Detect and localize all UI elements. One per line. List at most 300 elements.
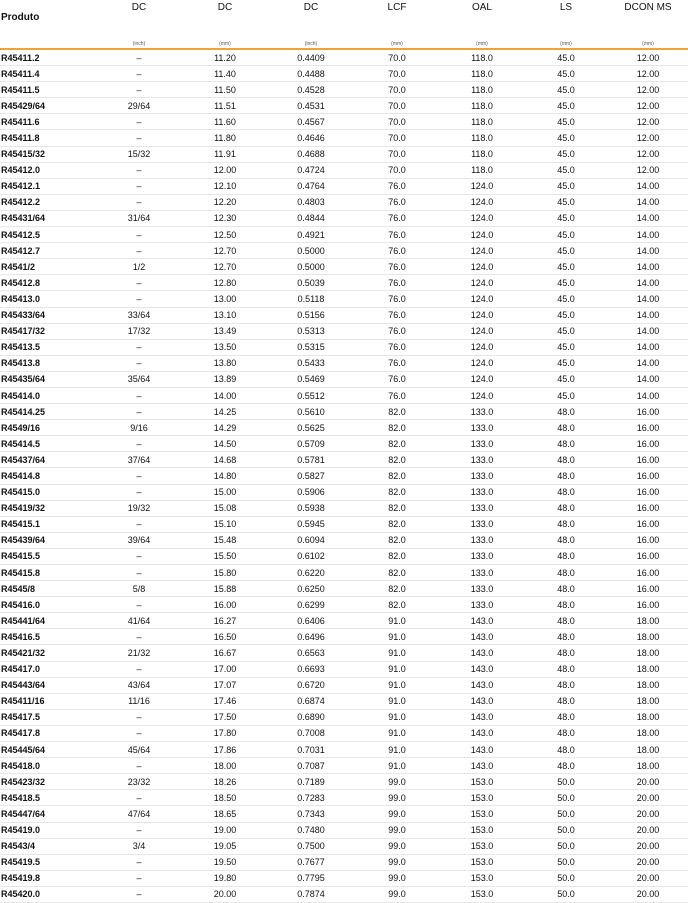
table-row	[0, 355, 688, 371]
ls-mm-cell: 45.0	[524, 114, 608, 130]
product-code-cell: R45412.5	[0, 227, 96, 243]
lcf-mm-cell: 76.0	[354, 259, 440, 275]
dcon-ms-mm-cell: 16.00	[608, 500, 688, 516]
oal-mm-cell: 153.0	[440, 870, 524, 886]
dc-inch-decimal-cell: 0.6874	[268, 693, 354, 709]
unit-label: (inch)	[268, 35, 354, 49]
dcon-ms-mm-cell: 18.00	[608, 677, 688, 693]
product-code-cell: R45417.0	[0, 661, 96, 677]
dc-inch-fraction-cell: 35/64	[96, 371, 182, 387]
ls-mm-cell: 45.0	[524, 130, 608, 146]
product-code-cell: R45415.5	[0, 548, 96, 564]
ls-mm-cell: 45.0	[524, 243, 608, 259]
oal-mm-cell: 143.0	[440, 661, 524, 677]
lcf-mm-cell: 70.0	[354, 130, 440, 146]
dcon-ms-mm-cell: 14.00	[608, 323, 688, 339]
table-row	[0, 194, 688, 210]
dc-inch-fraction-cell: –	[96, 194, 182, 210]
ls-mm-cell: 48.0	[524, 661, 608, 677]
product-code-cell: R45415.1	[0, 516, 96, 532]
dc-inch-decimal-cell: 0.4488	[268, 66, 354, 82]
product-code-cell: R45412.2	[0, 194, 96, 210]
table-row	[0, 387, 688, 403]
ls-mm-cell: 48.0	[524, 420, 608, 436]
dc-inch-fraction-cell: –	[96, 725, 182, 741]
dc-inch-decimal-cell: 0.4764	[268, 178, 354, 194]
dc-inch-decimal-cell: 0.5709	[268, 436, 354, 452]
product-code-cell: R45423/32	[0, 774, 96, 790]
lcf-mm-cell: 99.0	[354, 790, 440, 806]
dc-inch-decimal-cell: 0.5610	[268, 404, 354, 420]
product-code-cell: R45437/64	[0, 452, 96, 468]
oal-mm-cell: 118.0	[440, 114, 524, 130]
oal-mm-cell: 153.0	[440, 822, 524, 838]
dc-inch-fraction-cell: –	[96, 629, 182, 645]
product-code-cell: R45414.0	[0, 387, 96, 403]
dc-inch-decimal-cell: 0.5906	[268, 484, 354, 500]
ls-mm-cell: 45.0	[524, 355, 608, 371]
dc-mm-cell: 18.00	[182, 758, 268, 774]
column-header-oal: OAL	[471, 2, 492, 13]
table-row	[0, 114, 688, 130]
dcon-ms-mm-cell: 16.00	[608, 532, 688, 548]
dcon-ms-mm-cell: 12.00	[608, 49, 688, 66]
lcf-mm-cell: 70.0	[354, 66, 440, 82]
unit-label: (mm)	[182, 35, 268, 49]
dc-inch-fraction-cell: –	[96, 114, 182, 130]
dc-mm-cell: 18.50	[182, 790, 268, 806]
product-code-cell: R45412.0	[0, 162, 96, 178]
product-code-cell: R45413.0	[0, 291, 96, 307]
ls-mm-cell: 48.0	[524, 742, 608, 758]
product-code-cell: R45419.0	[0, 822, 96, 838]
dcon-ms-mm-cell: 18.00	[608, 661, 688, 677]
product-code-cell: R45419.8	[0, 870, 96, 886]
ls-mm-cell: 48.0	[524, 452, 608, 468]
dcon-ms-mm-cell: 14.00	[608, 243, 688, 259]
product-code-cell: R45417.5	[0, 709, 96, 725]
dc-inch-fraction-cell: –	[96, 822, 182, 838]
ls-mm-cell: 45.0	[524, 275, 608, 291]
oal-mm-cell: 153.0	[440, 838, 524, 854]
ls-mm-cell: 45.0	[524, 49, 608, 66]
oal-mm-cell: 133.0	[440, 404, 524, 420]
dcon-ms-mm-cell: 14.00	[608, 227, 688, 243]
dc-inch-decimal-cell: 0.5938	[268, 500, 354, 516]
dc-inch-fraction-cell: 21/32	[96, 645, 182, 661]
table-row	[0, 548, 688, 564]
dc-mm-cell: 17.00	[182, 661, 268, 677]
dcon-ms-mm-cell: 18.00	[608, 758, 688, 774]
oal-mm-cell: 118.0	[440, 98, 524, 114]
dc-inch-decimal-cell: 0.4528	[268, 82, 354, 98]
dc-mm-cell: 17.50	[182, 709, 268, 725]
table-row	[0, 404, 688, 420]
lcf-mm-cell: 76.0	[354, 291, 440, 307]
table-row	[0, 500, 688, 516]
ls-mm-cell: 48.0	[524, 500, 608, 516]
oal-mm-cell: 143.0	[440, 742, 524, 758]
lcf-mm-cell: 82.0	[354, 484, 440, 500]
ls-mm-cell: 45.0	[524, 162, 608, 178]
table-row	[0, 822, 688, 838]
dc-mm-cell: 14.00	[182, 387, 268, 403]
dc-inch-decimal-cell: 0.5039	[268, 275, 354, 291]
column-header-dc-mm: DC	[217, 2, 233, 13]
product-code-cell: R4545/8	[0, 581, 96, 597]
table-row	[0, 870, 688, 886]
dc-inch-decimal-cell: 0.6720	[268, 677, 354, 693]
table-row	[0, 854, 688, 870]
dc-mm-cell: 13.50	[182, 339, 268, 355]
dc-mm-cell: 11.20	[182, 49, 268, 66]
product-code-cell: R45412.7	[0, 243, 96, 259]
ls-mm-cell: 45.0	[524, 387, 608, 403]
unit-label	[0, 35, 96, 49]
table-row	[0, 709, 688, 725]
table-row	[0, 98, 688, 114]
oal-mm-cell: 143.0	[440, 725, 524, 741]
dc-inch-fraction-cell: 33/64	[96, 307, 182, 323]
oal-mm-cell: 143.0	[440, 758, 524, 774]
dc-mm-cell: 12.20	[182, 194, 268, 210]
dcon-ms-mm-cell: 14.00	[608, 178, 688, 194]
dc-inch-fraction-cell: –	[96, 597, 182, 613]
lcf-mm-cell: 82.0	[354, 500, 440, 516]
oal-mm-cell: 124.0	[440, 291, 524, 307]
ls-mm-cell: 48.0	[524, 677, 608, 693]
lcf-mm-cell: 82.0	[354, 468, 440, 484]
dcon-ms-mm-cell: 18.00	[608, 645, 688, 661]
table-row	[0, 613, 688, 629]
lcf-mm-cell: 82.0	[354, 548, 440, 564]
ls-mm-cell: 45.0	[524, 291, 608, 307]
table-row	[0, 49, 688, 66]
oal-mm-cell: 124.0	[440, 323, 524, 339]
lcf-mm-cell: 82.0	[354, 516, 440, 532]
product-code-cell: R45414.25	[0, 404, 96, 420]
oal-mm-cell: 143.0	[440, 693, 524, 709]
product-code-cell: R45418.5	[0, 790, 96, 806]
dcon-ms-mm-cell: 18.00	[608, 613, 688, 629]
ls-mm-cell: 48.0	[524, 597, 608, 613]
dcon-ms-mm-cell: 16.00	[608, 565, 688, 581]
column-header-produto: Produto	[1, 11, 40, 23]
dc-inch-fraction-cell: 23/32	[96, 774, 182, 790]
ls-mm-cell: 45.0	[524, 307, 608, 323]
dcon-ms-mm-cell: 12.00	[608, 162, 688, 178]
product-code-cell: R45435/64	[0, 371, 96, 387]
dc-inch-decimal-cell: 0.4803	[268, 194, 354, 210]
product-code-cell: R45417/32	[0, 323, 96, 339]
column-header-dc-inch-decimal: DC	[303, 2, 319, 13]
oal-mm-cell: 118.0	[440, 66, 524, 82]
oal-mm-cell: 133.0	[440, 468, 524, 484]
dc-mm-cell: 16.27	[182, 613, 268, 629]
oal-mm-cell: 153.0	[440, 854, 524, 870]
dc-inch-decimal-cell: 0.5512	[268, 387, 354, 403]
product-code-cell: R4549/16	[0, 420, 96, 436]
dc-inch-fraction-cell: 15/32	[96, 146, 182, 162]
product-code-cell: R45413.5	[0, 339, 96, 355]
table-row	[0, 838, 688, 854]
oal-mm-cell: 133.0	[440, 581, 524, 597]
dc-inch-fraction-cell: –	[96, 436, 182, 452]
dc-inch-fraction-cell: 39/64	[96, 532, 182, 548]
table-row	[0, 693, 688, 709]
product-code-cell: R45419/32	[0, 500, 96, 516]
product-code-cell: R45429/64	[0, 98, 96, 114]
dc-mm-cell: 13.89	[182, 371, 268, 387]
dcon-ms-mm-cell: 14.00	[608, 355, 688, 371]
dc-inch-fraction-cell: 9/16	[96, 420, 182, 436]
dc-inch-fraction-cell: 29/64	[96, 98, 182, 114]
dc-inch-decimal-cell: 0.6299	[268, 597, 354, 613]
dc-inch-fraction-cell: –	[96, 339, 182, 355]
dc-mm-cell: 11.80	[182, 130, 268, 146]
dc-mm-cell: 12.00	[182, 162, 268, 178]
oal-mm-cell: 153.0	[440, 774, 524, 790]
lcf-mm-cell: 70.0	[354, 98, 440, 114]
product-code-cell: R45412.8	[0, 275, 96, 291]
dc-mm-cell: 17.80	[182, 725, 268, 741]
lcf-mm-cell: 91.0	[354, 693, 440, 709]
table-header	[0, 0, 688, 49]
table-row	[0, 532, 688, 548]
dc-inch-fraction-cell: –	[96, 227, 182, 243]
dc-inch-decimal-cell: 0.5313	[268, 323, 354, 339]
lcf-mm-cell: 99.0	[354, 886, 440, 902]
column-header-lcf: LCF	[387, 2, 407, 13]
dcon-ms-mm-cell: 12.00	[608, 146, 688, 162]
dc-inch-fraction-cell: –	[96, 49, 182, 66]
table-row	[0, 516, 688, 532]
dc-inch-decimal-cell: 0.5469	[268, 371, 354, 387]
dcon-ms-mm-cell: 20.00	[608, 870, 688, 886]
dcon-ms-mm-cell: 18.00	[608, 629, 688, 645]
lcf-mm-cell: 99.0	[354, 806, 440, 822]
dcon-ms-mm-cell: 12.00	[608, 130, 688, 146]
dcon-ms-mm-cell: 12.00	[608, 114, 688, 130]
dc-inch-fraction-cell: –	[96, 243, 182, 259]
product-code-cell: R45415.8	[0, 565, 96, 581]
table-row	[0, 371, 688, 387]
dc-inch-fraction-cell: –	[96, 404, 182, 420]
table-body	[0, 49, 688, 902]
dc-inch-fraction-cell: –	[96, 66, 182, 82]
dcon-ms-mm-cell: 14.00	[608, 275, 688, 291]
lcf-mm-cell: 76.0	[354, 355, 440, 371]
dc-inch-decimal-cell: 0.5156	[268, 307, 354, 323]
dc-inch-decimal-cell: 0.7008	[268, 725, 354, 741]
dc-mm-cell: 19.00	[182, 822, 268, 838]
lcf-mm-cell: 99.0	[354, 854, 440, 870]
dcon-ms-mm-cell: 12.00	[608, 98, 688, 114]
dc-mm-cell: 12.30	[182, 210, 268, 226]
dc-mm-cell: 16.00	[182, 597, 268, 613]
table-row	[0, 178, 688, 194]
table-row	[0, 146, 688, 162]
ls-mm-cell: 45.0	[524, 178, 608, 194]
lcf-mm-cell: 91.0	[354, 645, 440, 661]
dc-inch-decimal-cell: 0.5827	[268, 468, 354, 484]
dcon-ms-mm-cell: 16.00	[608, 452, 688, 468]
table-row	[0, 420, 688, 436]
product-code-cell: R45415.0	[0, 484, 96, 500]
oal-mm-cell: 124.0	[440, 194, 524, 210]
dc-mm-cell: 12.10	[182, 178, 268, 194]
dcon-ms-mm-cell: 16.00	[608, 404, 688, 420]
ls-mm-cell: 48.0	[524, 565, 608, 581]
product-code-cell: R45420.0	[0, 886, 96, 902]
dcon-ms-mm-cell: 16.00	[608, 581, 688, 597]
dc-mm-cell: 15.88	[182, 581, 268, 597]
dc-mm-cell: 19.50	[182, 854, 268, 870]
dc-inch-fraction-cell: –	[96, 758, 182, 774]
ls-mm-cell: 50.0	[524, 870, 608, 886]
unit-label: (mm)	[608, 35, 688, 49]
lcf-mm-cell: 99.0	[354, 838, 440, 854]
table-row	[0, 806, 688, 822]
dcon-ms-mm-cell: 20.00	[608, 774, 688, 790]
lcf-mm-cell: 99.0	[354, 870, 440, 886]
dc-inch-fraction-cell: –	[96, 854, 182, 870]
dc-inch-fraction-cell: –	[96, 661, 182, 677]
product-code-cell: R45417.8	[0, 725, 96, 741]
product-code-cell: R45411.5	[0, 82, 96, 98]
table-row	[0, 323, 688, 339]
dcon-ms-mm-cell: 12.00	[608, 82, 688, 98]
dc-inch-decimal-cell: 0.7283	[268, 790, 354, 806]
oal-mm-cell: 153.0	[440, 790, 524, 806]
lcf-mm-cell: 76.0	[354, 339, 440, 355]
dc-inch-decimal-cell: 0.6250	[268, 581, 354, 597]
ls-mm-cell: 48.0	[524, 709, 608, 725]
dcon-ms-mm-cell: 16.00	[608, 436, 688, 452]
dc-mm-cell: 14.68	[182, 452, 268, 468]
header-row	[0, 0, 688, 35]
dc-inch-decimal-cell: 0.7343	[268, 806, 354, 822]
ls-mm-cell: 48.0	[524, 693, 608, 709]
product-code-cell: R45419.5	[0, 854, 96, 870]
oal-mm-cell: 124.0	[440, 275, 524, 291]
dcon-ms-mm-cell: 16.00	[608, 468, 688, 484]
dc-inch-fraction-cell: –	[96, 484, 182, 500]
column-header-ls: LS	[559, 2, 573, 13]
ls-mm-cell: 45.0	[524, 82, 608, 98]
lcf-mm-cell: 91.0	[354, 709, 440, 725]
lcf-mm-cell: 82.0	[354, 420, 440, 436]
table-row	[0, 243, 688, 259]
ls-mm-cell: 48.0	[524, 758, 608, 774]
dc-inch-decimal-cell: 0.4688	[268, 146, 354, 162]
dc-inch-decimal-cell: 0.4409	[268, 49, 354, 66]
dc-mm-cell: 19.05	[182, 838, 268, 854]
dc-mm-cell: 12.70	[182, 259, 268, 275]
oal-mm-cell: 133.0	[440, 436, 524, 452]
dcon-ms-mm-cell: 14.00	[608, 194, 688, 210]
dc-mm-cell: 11.91	[182, 146, 268, 162]
product-code-cell: R45421/32	[0, 645, 96, 661]
dc-inch-fraction-cell: –	[96, 468, 182, 484]
ls-mm-cell: 48.0	[524, 613, 608, 629]
table-row	[0, 597, 688, 613]
dcon-ms-mm-cell: 16.00	[608, 420, 688, 436]
product-code-cell: R45431/64	[0, 210, 96, 226]
ls-mm-cell: 50.0	[524, 774, 608, 790]
dc-mm-cell: 15.00	[182, 484, 268, 500]
oal-mm-cell: 143.0	[440, 629, 524, 645]
dcon-ms-mm-cell: 18.00	[608, 709, 688, 725]
oal-mm-cell: 124.0	[440, 259, 524, 275]
dcon-ms-mm-cell: 18.00	[608, 742, 688, 758]
table-row	[0, 742, 688, 758]
dc-inch-decimal-cell: 0.7677	[268, 854, 354, 870]
dc-inch-decimal-cell: 0.5781	[268, 452, 354, 468]
oal-mm-cell: 133.0	[440, 597, 524, 613]
lcf-mm-cell: 76.0	[354, 275, 440, 291]
dc-inch-fraction-cell: –	[96, 355, 182, 371]
table-row	[0, 886, 688, 902]
oal-mm-cell: 118.0	[440, 162, 524, 178]
lcf-mm-cell: 70.0	[354, 82, 440, 98]
dcon-ms-mm-cell: 20.00	[608, 838, 688, 854]
ls-mm-cell: 45.0	[524, 146, 608, 162]
dc-inch-decimal-cell: 0.4921	[268, 227, 354, 243]
dc-mm-cell: 15.08	[182, 500, 268, 516]
lcf-mm-cell: 76.0	[354, 387, 440, 403]
dc-inch-fraction-cell: –	[96, 178, 182, 194]
dcon-ms-mm-cell: 14.00	[608, 387, 688, 403]
dc-inch-fraction-cell: –	[96, 162, 182, 178]
table-row	[0, 210, 688, 226]
dcon-ms-mm-cell: 20.00	[608, 822, 688, 838]
dc-inch-fraction-cell: –	[96, 516, 182, 532]
ls-mm-cell: 45.0	[524, 227, 608, 243]
product-code-cell: R45414.8	[0, 468, 96, 484]
oal-mm-cell: 124.0	[440, 227, 524, 243]
table-row	[0, 259, 688, 275]
ls-mm-cell: 50.0	[524, 854, 608, 870]
dcon-ms-mm-cell: 14.00	[608, 259, 688, 275]
ls-mm-cell: 48.0	[524, 436, 608, 452]
dc-inch-decimal-cell: 0.7189	[268, 774, 354, 790]
lcf-mm-cell: 76.0	[354, 178, 440, 194]
lcf-mm-cell: 82.0	[354, 565, 440, 581]
dc-inch-decimal-cell: 0.6102	[268, 548, 354, 564]
dc-mm-cell: 15.50	[182, 548, 268, 564]
dc-mm-cell: 17.46	[182, 693, 268, 709]
product-code-cell: R45433/64	[0, 307, 96, 323]
column-header-dc-inch: DC	[131, 2, 147, 13]
oal-mm-cell: 118.0	[440, 130, 524, 146]
dcon-ms-mm-cell: 14.00	[608, 371, 688, 387]
dc-mm-cell: 11.60	[182, 114, 268, 130]
lcf-mm-cell: 91.0	[354, 613, 440, 629]
product-code-cell: R45445/64	[0, 742, 96, 758]
table-row	[0, 629, 688, 645]
ls-mm-cell: 45.0	[524, 210, 608, 226]
oal-mm-cell: 133.0	[440, 452, 524, 468]
dc-mm-cell: 13.49	[182, 323, 268, 339]
ls-mm-cell: 45.0	[524, 66, 608, 82]
oal-mm-cell: 153.0	[440, 806, 524, 822]
ls-mm-cell: 50.0	[524, 838, 608, 854]
dc-inch-fraction-cell: –	[96, 387, 182, 403]
oal-mm-cell: 143.0	[440, 645, 524, 661]
product-code-cell: R45411.6	[0, 114, 96, 130]
dc-inch-decimal-cell: 0.5433	[268, 355, 354, 371]
